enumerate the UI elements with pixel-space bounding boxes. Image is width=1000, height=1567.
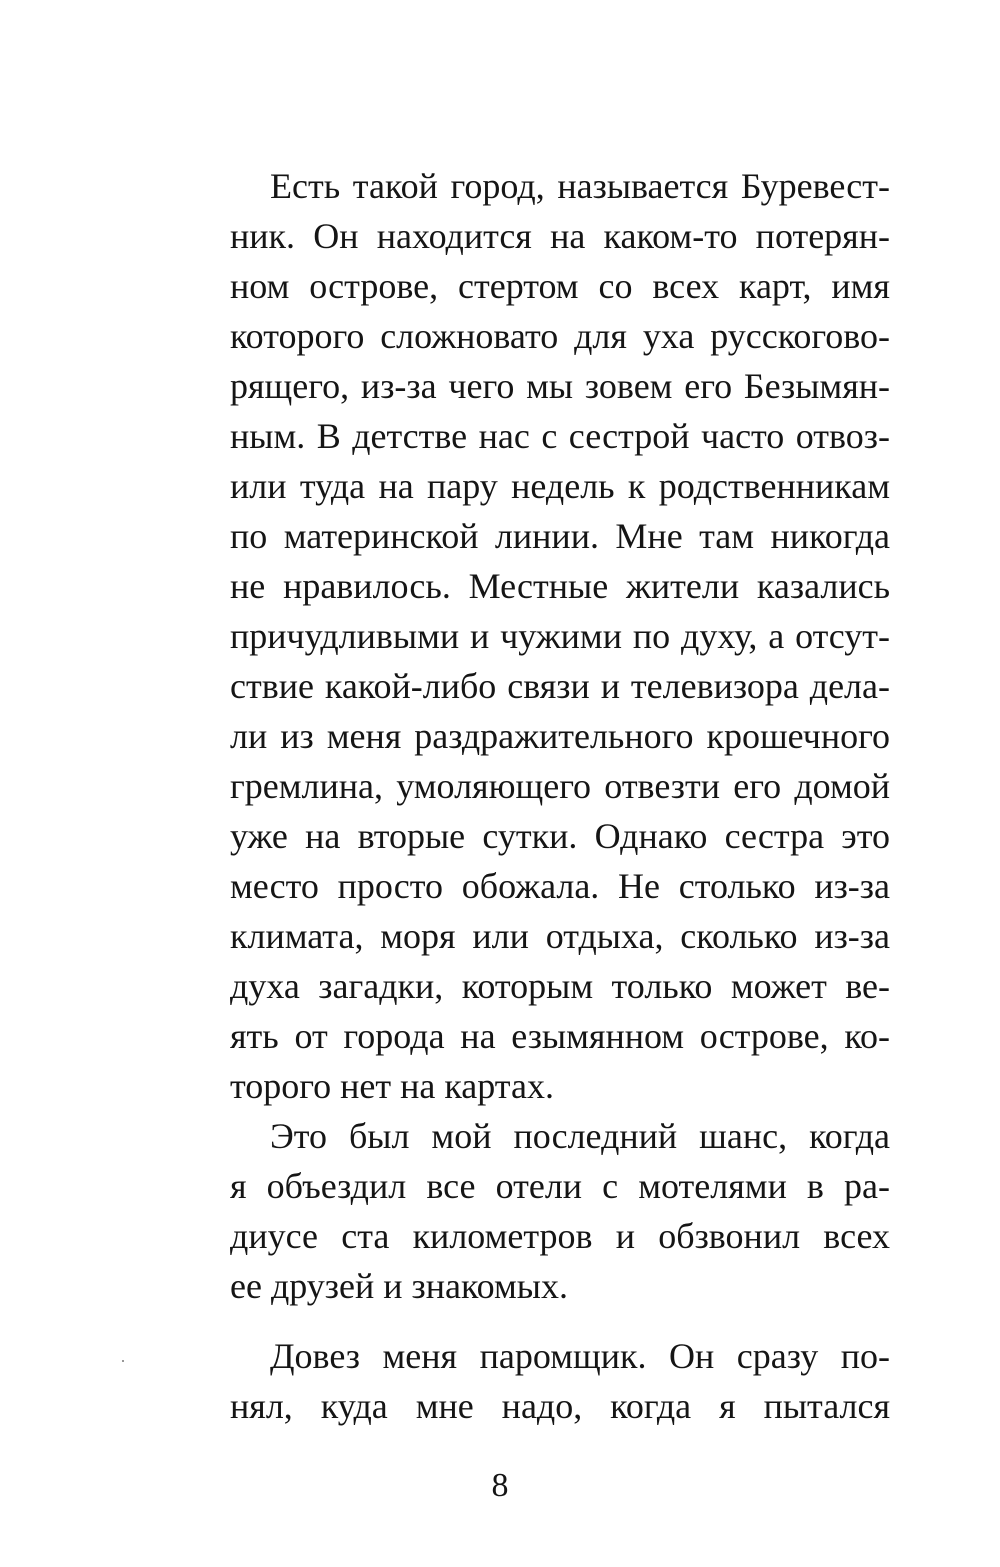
paragraph-line: диусе ста километров и обзвонил всех [230, 1216, 890, 1256]
paragraph-line: не нравилось. Местные жители казались [230, 566, 890, 606]
paragraph-line: которого сложновато для уха русскогово- [230, 316, 890, 356]
paragraph-line: ли из меня раздражительного крошечного [230, 716, 890, 756]
paragraph-line: ее друзей и знакомых. [230, 1266, 568, 1306]
paragraph-line: причудливыми и чужими по духу, а отсут- [230, 616, 890, 656]
paragraph-line: я объездил все отели с мотелями в ра- [230, 1166, 890, 1206]
paragraph-line: гремлина, умоляющего отвезти его домой [230, 766, 890, 806]
paragraph-line: Это был мой последний шанс, когда [270, 1116, 890, 1156]
paragraph-line: духа загадки, которым только может ве- [230, 966, 890, 1006]
paragraph-line: ным. В детстве нас с сестрой часто отвоз- [230, 416, 890, 456]
paragraph-line: нял, куда мне надо, когда я пытался [230, 1386, 890, 1426]
paragraph-line: Есть такой город, называется Буревест- [270, 166, 890, 206]
paragraph-line: ном острове, стертом со всех карт, имя [230, 266, 890, 306]
paragraph-line: место просто обожала. Не столько из-за [230, 866, 890, 906]
paragraph-3 [230, 1332, 890, 1432]
paragraph-line: Довез меня паромщик. Он сразу по- [270, 1336, 890, 1376]
paragraph-line: ствие какой-либо связи и телевизора дела- [230, 666, 890, 706]
paragraph-line: уже на вторые сутки. Однако сестра это [230, 816, 890, 856]
paragraph-1 [230, 162, 890, 1106]
paragraph-2 [230, 1112, 890, 1312]
paragraph-line: или туда на пару недель к родственникам [230, 466, 890, 506]
paragraph-line: ник. Он находится на каком-то потерян- [230, 216, 890, 256]
paragraph-line: торого нет на картах. [230, 1066, 554, 1106]
paragraph-line: ять от города на езымянном острове, ко- [230, 1016, 890, 1056]
paragraph-line: климата, моря или отдыха, сколько из-за [230, 916, 890, 956]
paragraph-line: по материнской линии. Мне там никогда [230, 516, 890, 556]
margin-speck [122, 1360, 124, 1362]
paragraph-line: рящего, из-за чего мы зовем его Безымян- [230, 366, 890, 406]
page-number: 8 [491, 1467, 509, 1504]
